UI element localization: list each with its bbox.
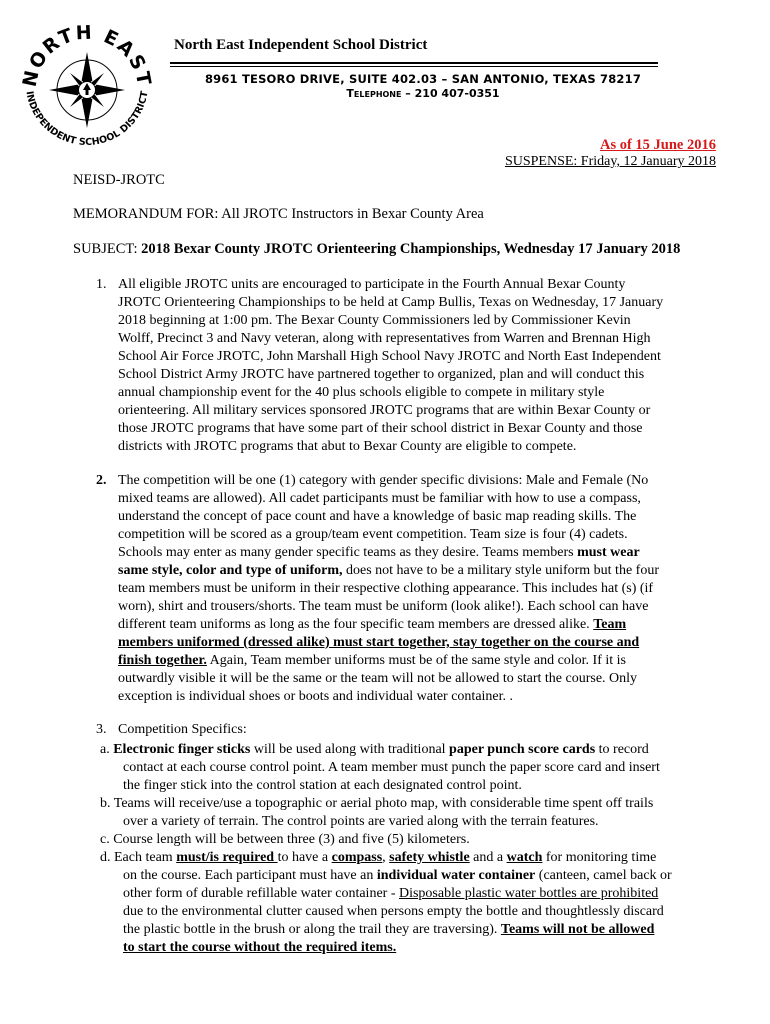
text-line: districts with JROTC programs that abut to Bexar County are eligible to compete. [118,439,577,454]
text-line: different team uniforms as long as the four specific team members are dressed alike. Team [118,617,627,632]
as-of-date: As of 15 June 2016 [599,137,716,153]
text-line: mixed teams are allowed). All cadet participants must be familiar with how to use a compass, [118,491,641,506]
text-line: outwardly visible it will be the same or the team will not be allowed to start the course. Only [118,671,638,686]
paragraph-number: 1. [96,277,107,292]
subject-line [73,241,680,258]
text-line: to start the course without the required items. [123,940,397,955]
text-line: same style, color and type of uniform, does not have to be a military style uniform but the four [118,563,659,578]
text-line: School District Army JROTC have partnered together to organized, plan and will conduct this [118,367,645,382]
office-symbol: NEISD-JROTC [73,172,165,188]
org-name: North East Independent School District [174,37,428,53]
item-c [100,831,740,849]
text-line: orienteering. All military services sponsored JROTC programs that are within Bexar County or [118,403,651,418]
paragraph-number: 3. [96,722,107,737]
item-a [100,741,740,795]
subject-label: SUBJECT: [73,241,142,257]
compass-rose-seal-icon [22,22,152,152]
text-line: team members must be uniform in their respective clothing appearance. This includes hat (s) (if [118,581,654,596]
subject-text: 2018 Bexar County JROTC Orienteering Championships, Wednesday 17 January 2018 [141,241,681,257]
text-line: on the course. Each participant must have an individual water container (canteen, camel back or [123,868,672,883]
svg-text:NORTH EAST: ORTH EAS [24,22,151,76]
text-line: annual championship event for the 40 plus schools eligible to compete in military style [118,385,605,400]
letterhead-rule [170,62,658,64]
text-line: d. Each team must/is required to have a compass, safety whistle and a watch for monitoring time [100,850,657,865]
memo-for: MEMORANDUM FOR: All JROTC Instructors in Bexar County Area [73,206,484,222]
paragraph-2 [96,472,738,706]
text-line: understand the concept of pace count and have a knowledge of basic map reading skills. The [118,509,637,524]
telephone-line: Telephone – 210 407-0351 [346,87,500,100]
text-line: competition will be scored as a group/team event competition. Team size is four (4) cadets. [118,527,628,542]
text-line: the plastic bottle in the brush or along the trail they are traversing). Teams will not be allowed [123,922,655,937]
text-line: a. Electronic finger sticks will be used along with traditional paper punch score cards to record [100,742,649,757]
item-b [100,795,740,831]
text-line: Schools may enter as many gender specific teams as they desire. Teams members must wear [118,545,640,560]
paragraph-number: 2. [96,473,107,488]
svg-text:INDEPENDENT SCHOOL DISTRICT: INDEPENDENT SCHOOL DISTRICT [23,90,151,149]
text-line: due to the environmental clutter caused when persons empty the bottle and thoughtlessly discard [123,904,664,919]
text-line: 2018 beginning at 1:00 pm. The Bexar County Commissioners led by Commissioner Kevin [118,313,631,328]
text-line: over a variety of terrain. The control points are varied along with the terrain features. [123,814,599,829]
text-line: the finger stick into the control station at each designated control point. [123,778,522,793]
text-line: JROTC Orienteering Championships to be held at Camp Bullis, Texas on Wednesday, 17 January [118,295,664,310]
text-line: contact at each course control point. A team member must punch the paper score card and insert [123,760,660,775]
suspense-date: SUSPENSE: Friday, 12 January 2018 [504,154,716,169]
text-line: c. Course length will be between three (3) and five (5) kilometers. [100,832,470,847]
text-line: The competition will be one (1) category with gender specific divisions: Male and Female (No [118,473,649,488]
text-line: b. Teams will receive/use a topographic or aerial photo map, with considerable time spent off trails [100,796,654,811]
paragraph-3 [96,721,738,739]
text-line: School Air Force JROTC, John Marshall High School Navy JROTC and North East Independent [118,349,661,364]
text-line: other form of durable refillable water container - Disposable plastic water bottles are prohibited [123,886,659,901]
text-line: worn), shirt and trousers/shorts. The team must be uniform (look alike!). Each school can have [118,599,649,614]
letterhead-rule-thin [170,66,658,67]
district-logo [22,22,152,152]
text-line: members uniformed (dressed alike) must start together, stay together on the course and [118,635,640,650]
item-d [100,849,740,957]
text-line: exception is individual shoes or boots and individual water container. . [118,689,514,704]
section-heading: Competition Specifics: [118,722,247,737]
text-line: finish together. Again, Team member uniforms must be of the same style and color. If it is [118,653,627,668]
text-line: those JROTC programs that have some part of their school district in Bexar County and those [118,421,643,436]
text-line: All eligible JROTC units are encouraged to participate in the Fourth Annual Bexar County [118,277,626,292]
address-line: 8961 TESORO DRIVE, SUITE 402.03 – SAN ANTONIO, TEXAS 78217 [204,72,642,86]
text-line: Wolff, Precinct 3 and Navy veteran, along with representatives from Warren and Brennan High [118,331,651,346]
paragraph-1 [96,276,738,456]
